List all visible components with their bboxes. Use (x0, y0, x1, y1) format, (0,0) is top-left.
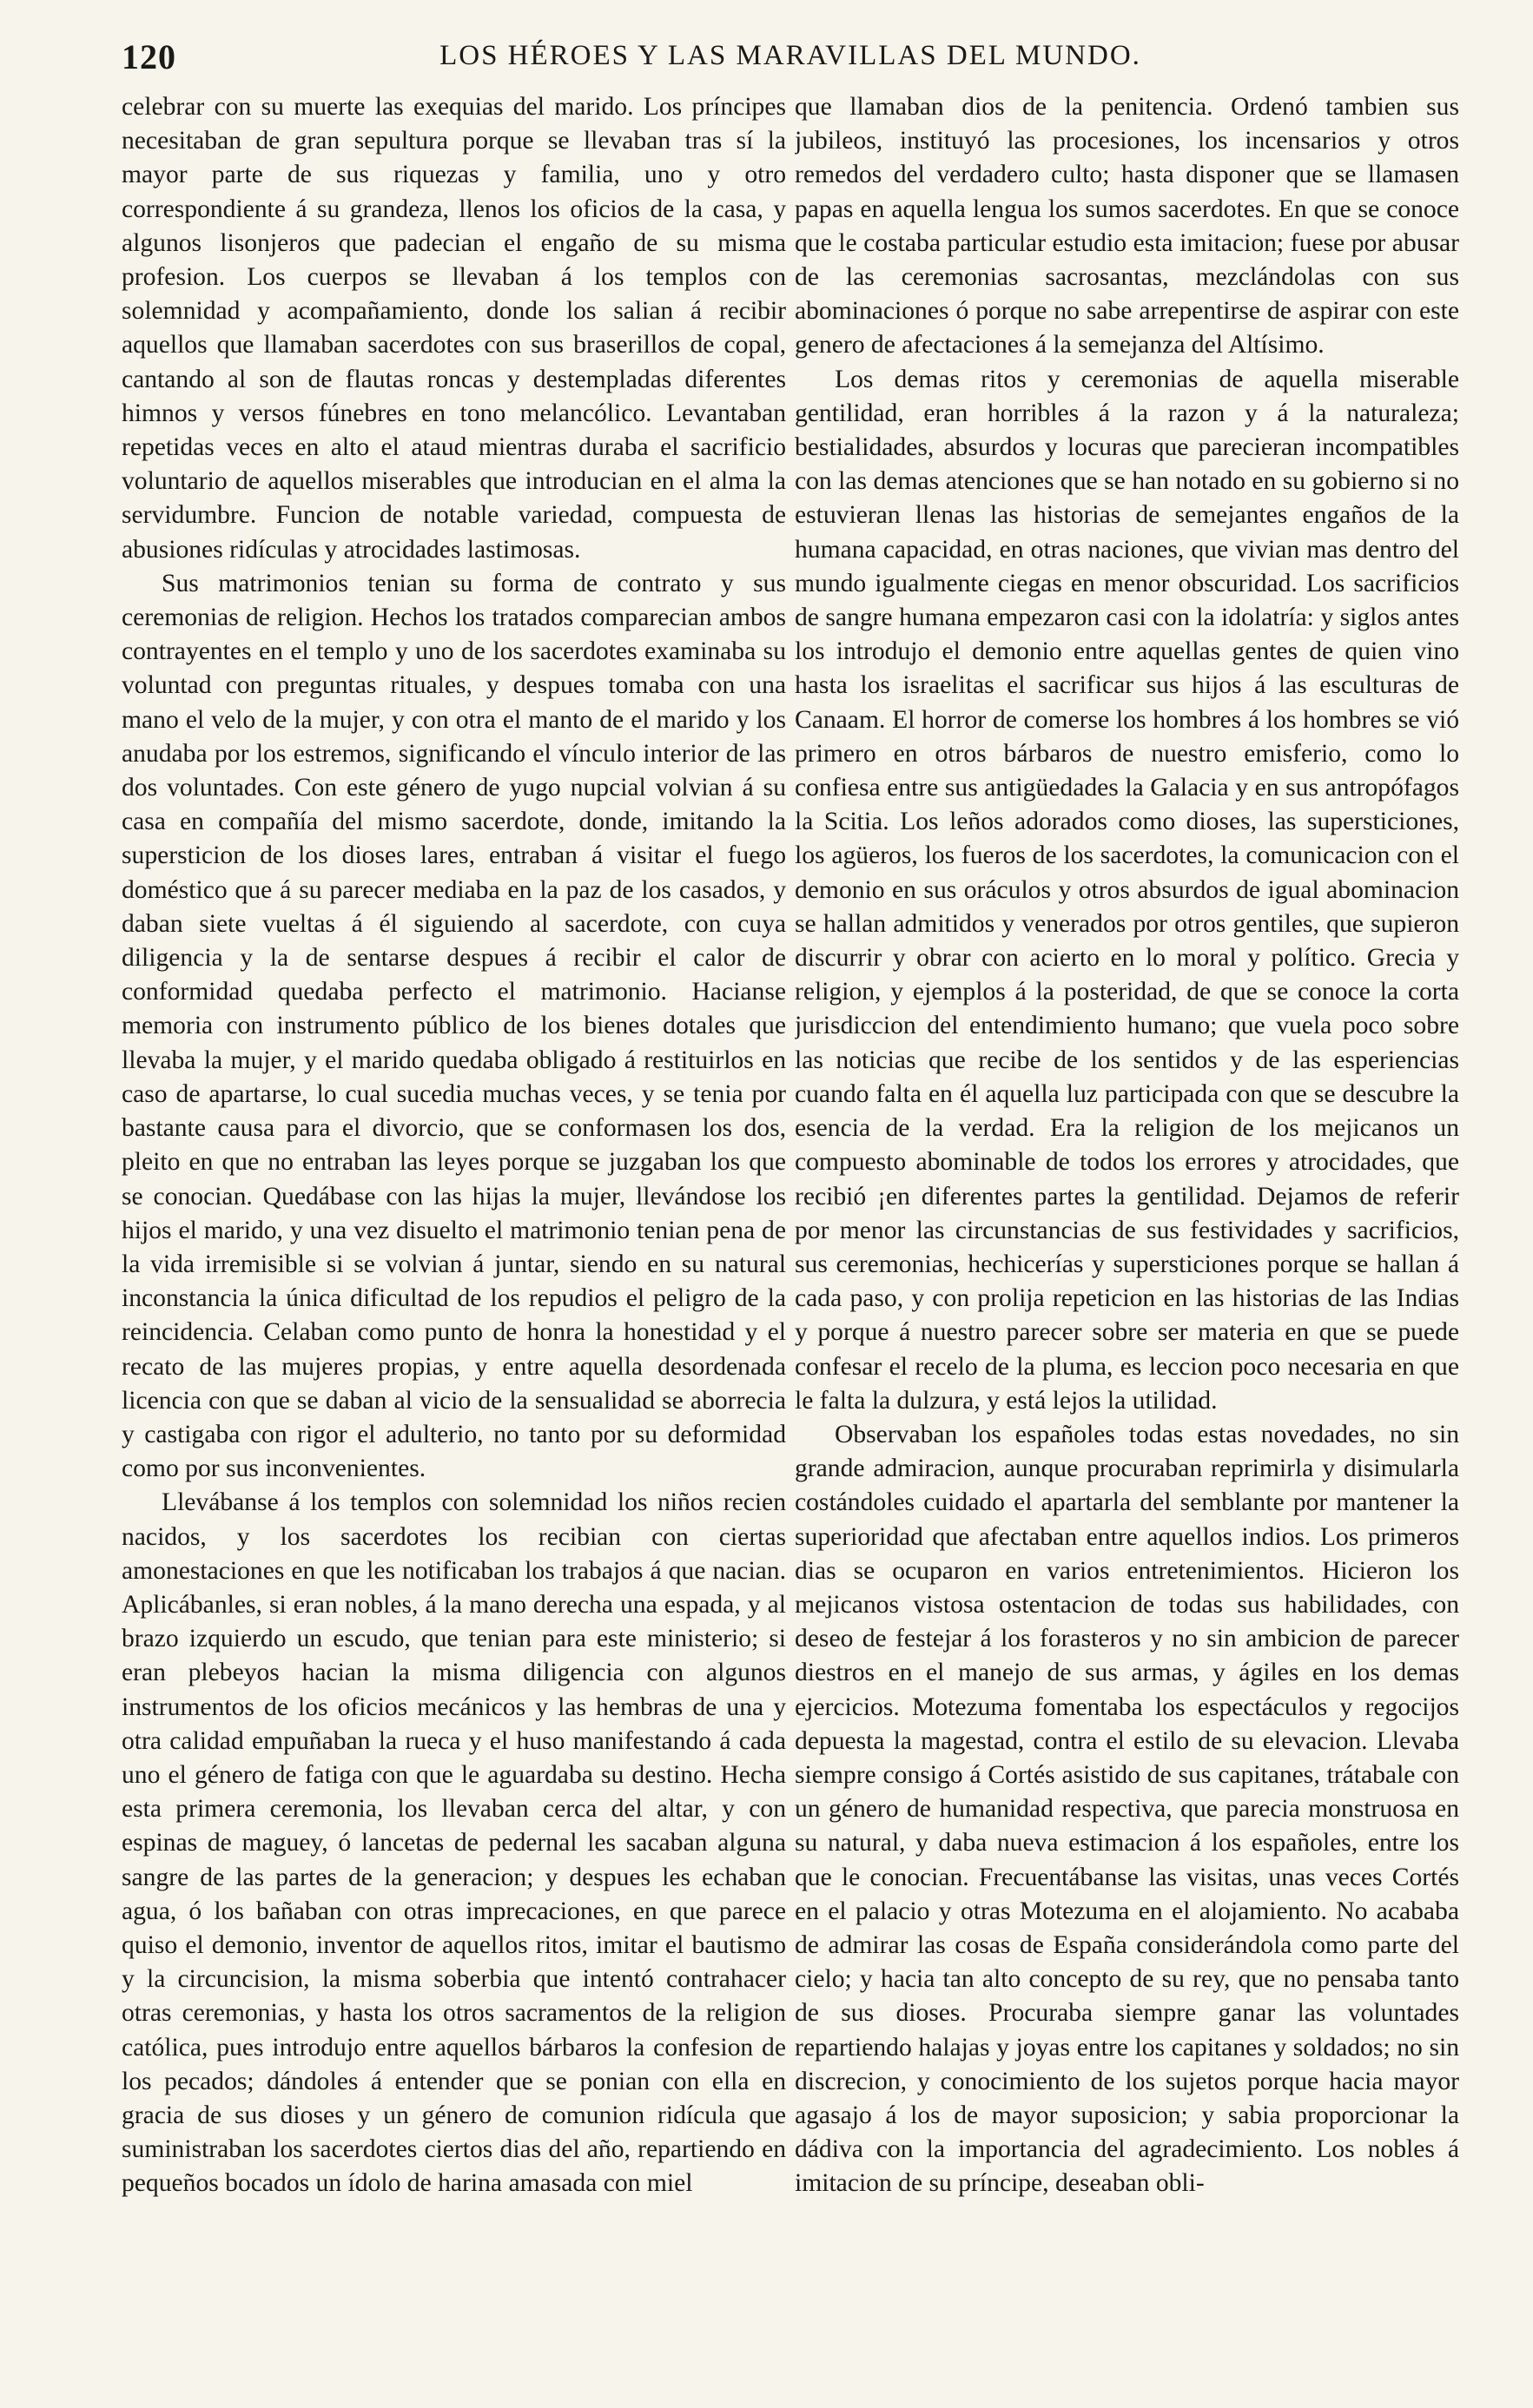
paragraph: Llevábanse á los templos con solemnidad los niños recien nacidos, y los sacerdotes los recibian con ciertas amonestaciones en que les notificaban los trabajos á que nacian. Aplicábanles, si eran nobles, á la mano derecha una espada, y al brazo izquierdo un escudo, que tenian para este ministerio; si eran plebeyos hacian la misma diligencia con algunos instrumentos de los oficios mecánicos y las hembras de una y otra calidad empuñaban la rueca y el huso manifestando á cada uno el género de fatiga con que le aguardaba su destino. Hecha esta primera ceremonia, los llevaban cerca del altar, y con espinas de maguey, ó lancetas de pedernal les sacaban alguna sangre de las partes de la generacion; y despues les echaban agua, ó los bañaban con otras imprecaciones, en que parece quiso el demonio, inventor de aquellos ritos, imitar el bautismo y la circuncision, la misma soberbia que intentó contrahacer otras ceremonias, y hasta los otros sacramentos de la religion católica, pues introdujo entre aquellos bárbaros la confesion de los pecados; dándoles á entender que se ponian con ella en gracia de sus dioses y un género de comunion ridícula que suministraban los sacerdotes ciertos dias del año, repartiendo en pequeños bocados un ídolo de harina amasada con miel (122, 1488, 786, 2198)
text-columns (122, 90, 1459, 2383)
page-number: 120 (122, 37, 176, 76)
running-title: LOS HÉROES Y LAS MARAVILLAS DEL MUNDO. (439, 40, 1141, 71)
paragraph: Observaban los españoles todas estas novedades, no sin grande admiracion, aunque procuraban reprimirla y disimularla costándoles cuidado el apartarla del semblante por mantener la superioridad que afectaban entre aquellos indios. Los primeros dias se ocuparon en varios entretenimientos. Hicieron los mejicanos vistosa ostentacion de todas sus habilidades, con deseo de festejar á los forasteros y no sin ambicion de parecer diestros en el manejo de sus armas, y ágiles en los demas ejercicios. Motezuma fomentaba los espectáculos y regocijos depuesta la magestad, contra el estilo de su elevacion. Llevaba siempre consigo á Cortés asistido de sus capitanes, trátabale con un género de humanidad respectiva, que parecia monstruosa en su natural, y daba nueva estimacion á los españoles, entre los que le conocian. Frecuentábanse las visitas, unas veces Cortés en el palacio y otras Motezuma en el alojamiento. No acababa de admirar las cosas de España considerándola como parte del cielo; y hacia tan alto concepto de su rey, que no pensaba tanto de sus dioses. Procuraba siempre ganar las voluntades repartiendo halajas y joyas entre los capitanes y soldados; no sin discrecion, y conocimiento de los sujetos porque hacia mayor agasajo á los de mayor suposicion; y sabia proporcionar la dádiva con la importancia del agradecimiento. Los nobles á imitacion de su príncipe, deseaban obli- (795, 1420, 1459, 2198)
paragraph: celebrar con su muerte las exequias del marido. Los príncipes necesitaban de gran sepultura porque se llevaban tras sí la mayor parte de sus riquezas y familia, uno y otro correspondiente á su grandeza, llenos los oficios de la casa, y algunos lisonjeros que padecian el engaño de su misma profesion. Los cuerpos se llevaban á los templos con solemnidad y acompañamiento, donde los salian á recibir aquellos que llamaban sacerdotes con sus braserillos de copal, cantando al son de flautas roncas y destempladas diferentes himnos y versos fúnebres en tono melancólico. Levantaban repetidas veces en alto el ataud mientras duraba el sacrificio voluntario de aquellos miserables que introducian en el alma la servidumbre. Funcion de notable variedad, compuesta de abusiones ridículas y atrocidades lastimosas. (122, 93, 786, 564)
left-column (122, 90, 786, 2383)
paragraph: Sus matrimonios tenian su forma de contrato y sus ceremonias de religion. Hechos los tratados comparecian ambos contrayentes en el templo y uno de los sacerdotes examinaba su voluntad con preguntas rituales, y despues tomaba con una mano el velo de la mujer, y con otra el manto de el marido y los anudaba por los estremos, significando el vínculo interior de las dos voluntades. Con este género de yugo nupcial volvian á su casa en compañía del mismo sacerdote, donde, imitando la supersticion de los dioses lares, entraban á visitar el fuego doméstico que á su parecer mediaba en la paz de los casados, y daban siete vueltas á él siguiendo al sacerdote, con cuya diligencia y la de sentarse despues á recibir el calor de conformidad quedaba perfecto el matrimonio. Hacianse memoria con instrumento público de los bienes dotales que llevaba la mujer, y el marido quedaba obligado á restituirlos en caso de apartarse, lo cual sucedia muchas veces, y se tenia por bastante causa para el divorcio, que se conformasen los dos, pleito en que no entraban las leyes porque se juzgaban los que se conocian. Quedábase con las hijas la mujer, llevándose los hijos el marido, y una vez disuelto el matrimonio tenian pena de la vida irremisible si se volvian á juntar, siendo en su natural inconstancia la única dificultad de los repudios el peligro de la reincidencia. Celaban como punto de honra la honestidad y el recato de las mujeres propias, y entre aquella desordenada licencia con que se daban al vicio de la sensualidad se aborrecia y castigaba con rigor el adulterio, no tanto por su deformidad como por sus inconvenientes. (122, 569, 786, 1483)
page-header (122, 36, 1459, 89)
paragraph: que llamaban dios de la penitencia. Ordenó tambien sus jubileos, instituyó las procesiones, los incensarios y otros remedos del verdadero culto; hasta disponer que se llamasen papas en aquella lengua los sumos sacerdotes. En que se conoce que le costaba particular estudio esta imitacion; fuese por abusar de las ceremonias sacrosantas, mezclándolas con sus abominaciones ó porque no sabe arrepentirse de aspirar con este genero de afectaciones á la semejanza del Altísimo. (795, 93, 1459, 360)
paragraph: Los demas ritos y ceremonias de aquella miserable gentilidad, eran horribles á la razon y á la naturaleza; bestialidades, absurdos y locuras que parecieran incompatibles con las demas atenciones que se han notado en su gobierno si no estuvieran llenas las historias de semejantes engaños de la humana capacidad, en otras naciones, que vivian mas dentro del mundo igualmente ciegas en menor obscuridad. Los sacrificios de sangre humana empezaron casi con la idolatría: y siglos antes los introdujo el demonio entre aquellas gentes de quien vino hasta los israelitas el sacrificar sus hijos á las esculturas de Canaam. El horror de comerse los hombres á los hombres se vió primero en otros bárbaros de nuestro emisferio, como lo confiesa entre sus antigüedades la Galacia y en sus antropófagos la Scitia. Los leños adorados como dioses, las supersticiones, los agüeros, los fueros de los sacerdotes, la comunicacion con el demonio en sus oráculos y otros absurdos de igual abominacion se hallan admitidos y venerados por otros gentiles, que supieron discurrir y obrar con acierto en lo moral y político. Grecia y religion, y ejemplos á la posteridad, de que se conoce la corta jurisdiccion del entendimiento humano; que vuela poco sobre las noticias que recibe de los sentidos y de las esperiencias cuando falta en él aquella luz participada con que se descubre la esencia de la verdad. Era la religion de los mejicanos un compuesto abominable de todos los errores y atrocidades, que recibió ¡en diferentes partes la gentilidad. Dejamos de referir por menor las circunstancias de sus festividades y sacrificios, sus ceremonias, hechicerías y supersticiones porque se hallan á cada paso, y con prolija repeticion en las historias de las Indias y porque á nuestro parecer sobre ser materia en que se puede confesar el recelo de la pluma, es leccion poco necesaria en que le falta la dulzura, y está lejos la utilidad. (795, 365, 1459, 1415)
right-column (795, 90, 1459, 2383)
